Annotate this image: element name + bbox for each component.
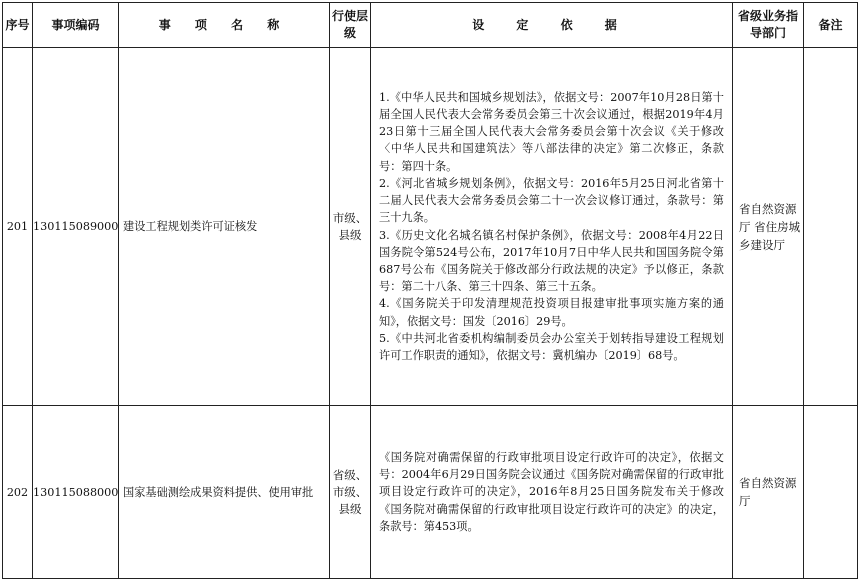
row-basis <box>371 48 733 406</box>
row-code: 130115088000 <box>33 406 119 579</box>
header-dept: 省级业务指导部门 <box>733 3 804 48</box>
row-seq: 202 <box>3 406 33 579</box>
row-basis <box>371 406 733 579</box>
row-dept: 省自然资源厅 <box>733 406 804 579</box>
header-name: 事 项 名 称 <box>119 3 330 48</box>
basis-item: 5.《中共河北省委机构编制委员会办公室关于划转指导建设工程规划许可工作职责的通知》，依据文号：冀机编办〔2019〕68号。 <box>379 331 724 362</box>
row-name: 国家基础测绘成果资料提供、使用审批 <box>119 406 330 579</box>
header-seq: 序号 <box>3 3 33 48</box>
header-level: 行使层级 <box>330 3 371 48</box>
row-level: 省级、市级、县级 <box>330 406 371 579</box>
header-code: 事项编码 <box>33 3 119 48</box>
table-row <box>3 406 858 579</box>
basis-item: 2.《河北省城乡规划条例》，依据文号：2016年5月25日河北省第十二届人民代表大会常务委员会第二十一次会议修订通过，条款号：第三十九条。 <box>379 176 724 225</box>
row-name: 建设工程规划类许可证核发 <box>119 48 330 406</box>
approval-items-table <box>2 2 858 579</box>
basis-item: 《国务院对确需保留的行政审批项目设定行政许可的决定》，依据文号：2004年6月29日国务院会议通过《国务院对确需保留的行政审批项目设定行政许可的决定》，2016年8月25日国务院发布关于修改《国务院对确需保留的行政审批项目设定行政许可的决定》的决定，条款号：第453项。 <box>379 450 724 533</box>
basis-item: 3.《历史文化名城名镇名村保护条例》，依据文号：2008年4月22日国务院令第524号公布，2017年10月7日中华人民共和国国务院令第687号公布《国务院关于修改部分行政法规的决定》予以修正，条款号：第二十八条、第三十四条、第三十五条。 <box>379 228 724 294</box>
basis-list <box>379 89 724 364</box>
header-row <box>3 3 858 48</box>
row-seq: 201 <box>3 48 33 406</box>
header-basis: 设 定 依 据 <box>371 3 733 48</box>
basis-item: 1.《中华人民共和国城乡规划法》，依据文号：2007年10月28日第十届全国人民代表大会常务委员会第三十次会议通过，根据2019年4月23日第十三届全国人民代表大会常务委员会第十次会议《关于修改〈中华人民共和国建筑法〉等八部法律的决定》第二次修正，条款号：第四十条。 <box>379 90 724 173</box>
basis-item: 4.《国务院关于印发清理规范投资项目报建审批事项实施方案的通知》，依据文号：国发〔2016〕29号。 <box>379 297 724 328</box>
row-code: 130115089000 <box>33 48 119 406</box>
row-note <box>804 48 858 406</box>
header-note: 备注 <box>804 3 858 48</box>
row-level: 市级、县级 <box>330 48 371 406</box>
row-note <box>804 406 858 579</box>
row-dept: 省自然资源厅 省住房城乡建设厅 <box>733 48 804 406</box>
basis-list <box>379 449 724 535</box>
table-row <box>3 48 858 406</box>
